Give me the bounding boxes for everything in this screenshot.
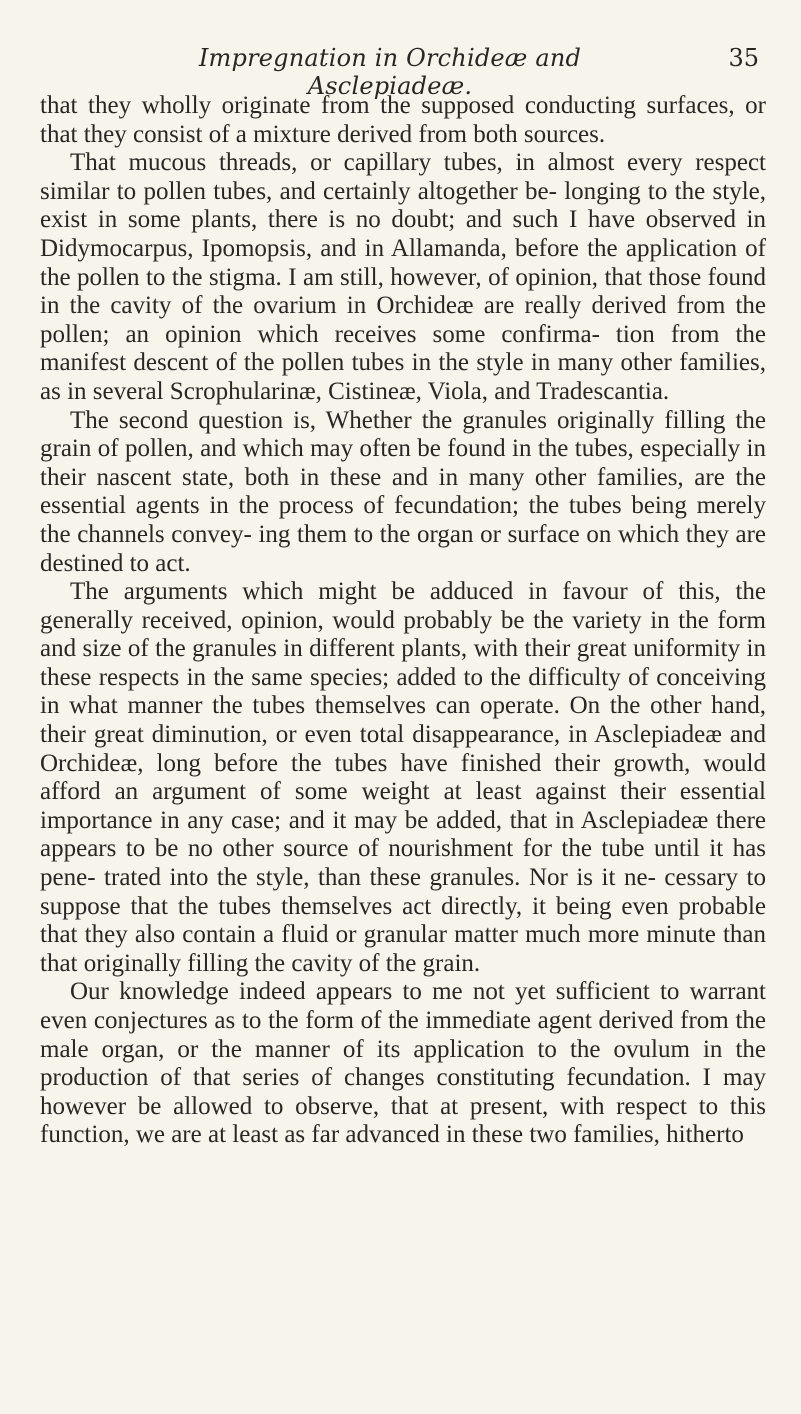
paragraph-knowledge: Our knowledge indeed appears to me not yet sufficient to warrant even conjectures as to the form of the immediate agent derived from the male organ, or the manner of its application to the ovulum in the production of that series of changes constituting fecundation. I may however be allowed to observe, that at present, with respect to this function, we are at least as far advanced in these two families, hitherto [40,978,766,1149]
paragraph-mucous-threads: That mucous threads, or capillary tubes, in almost every respect similar to pollen tubes, and certainly altogether be- longing to the style, exist in some plants, there is no doubt; and such I have observed in Didymocarpus, Ipomopsis, and in Allamanda, before the application of the pollen to the stigma. I am still, however, of opinion, that those found in the cavity of the ovarium in Orchideæ are really derived from the pollen; an opinion which receives some confirma- tion from the manifest descent of the pollen tubes in the style in many other families, as in several Scrophularinæ, Cistineæ, Viola, and Tradescantia. [40,149,766,405]
paragraph-arguments: The arguments which might be adduced in favour of this, the generally received, opinion, would probably be the variety in the form and size of the granules in different plants, with their great uniformity in these respects in the same species; added to the difficulty of conceiving in what manner the tubes themselves can operate. On the other hand, their great diminution, or even total disappearance, in Asclepiadeæ and Orchideæ, long before the tubes have finished their growth, would afford an argument of some weight at least against their essential importance in any case; and it may be added, that in Asclepiadeæ there appears to be no other source of nourishment for the tube until it has pene- trated into the style, than these granules. Nor is it ne- cessary to suppose that the tubes themselves act directly, it being even probable that they also contain a fluid or granular matter much more minute than that originally filling the cavity of the grain. [40,578,766,977]
paragraph-second-question: The second question is, Whether the granules originally filling the grain of pollen, and which may often be found in the tubes, especially in their nascent state, both in these and in many other families, are the essential agents in the process of fecundation; the tubes being merely the channels convey- ing them to the organ or surface on which they are destined to act. [40,406,766,577]
paragraph-continuation: that they wholly originate from the supposed conducting surfaces, or that they consist of a mixture derived from both sources. [40,92,766,148]
running-title: Impregnation in Orchideæ and Asclepiadeæ. [198,44,582,100]
body-text [40,92,766,1150]
page-number: 35 [728,44,759,72]
